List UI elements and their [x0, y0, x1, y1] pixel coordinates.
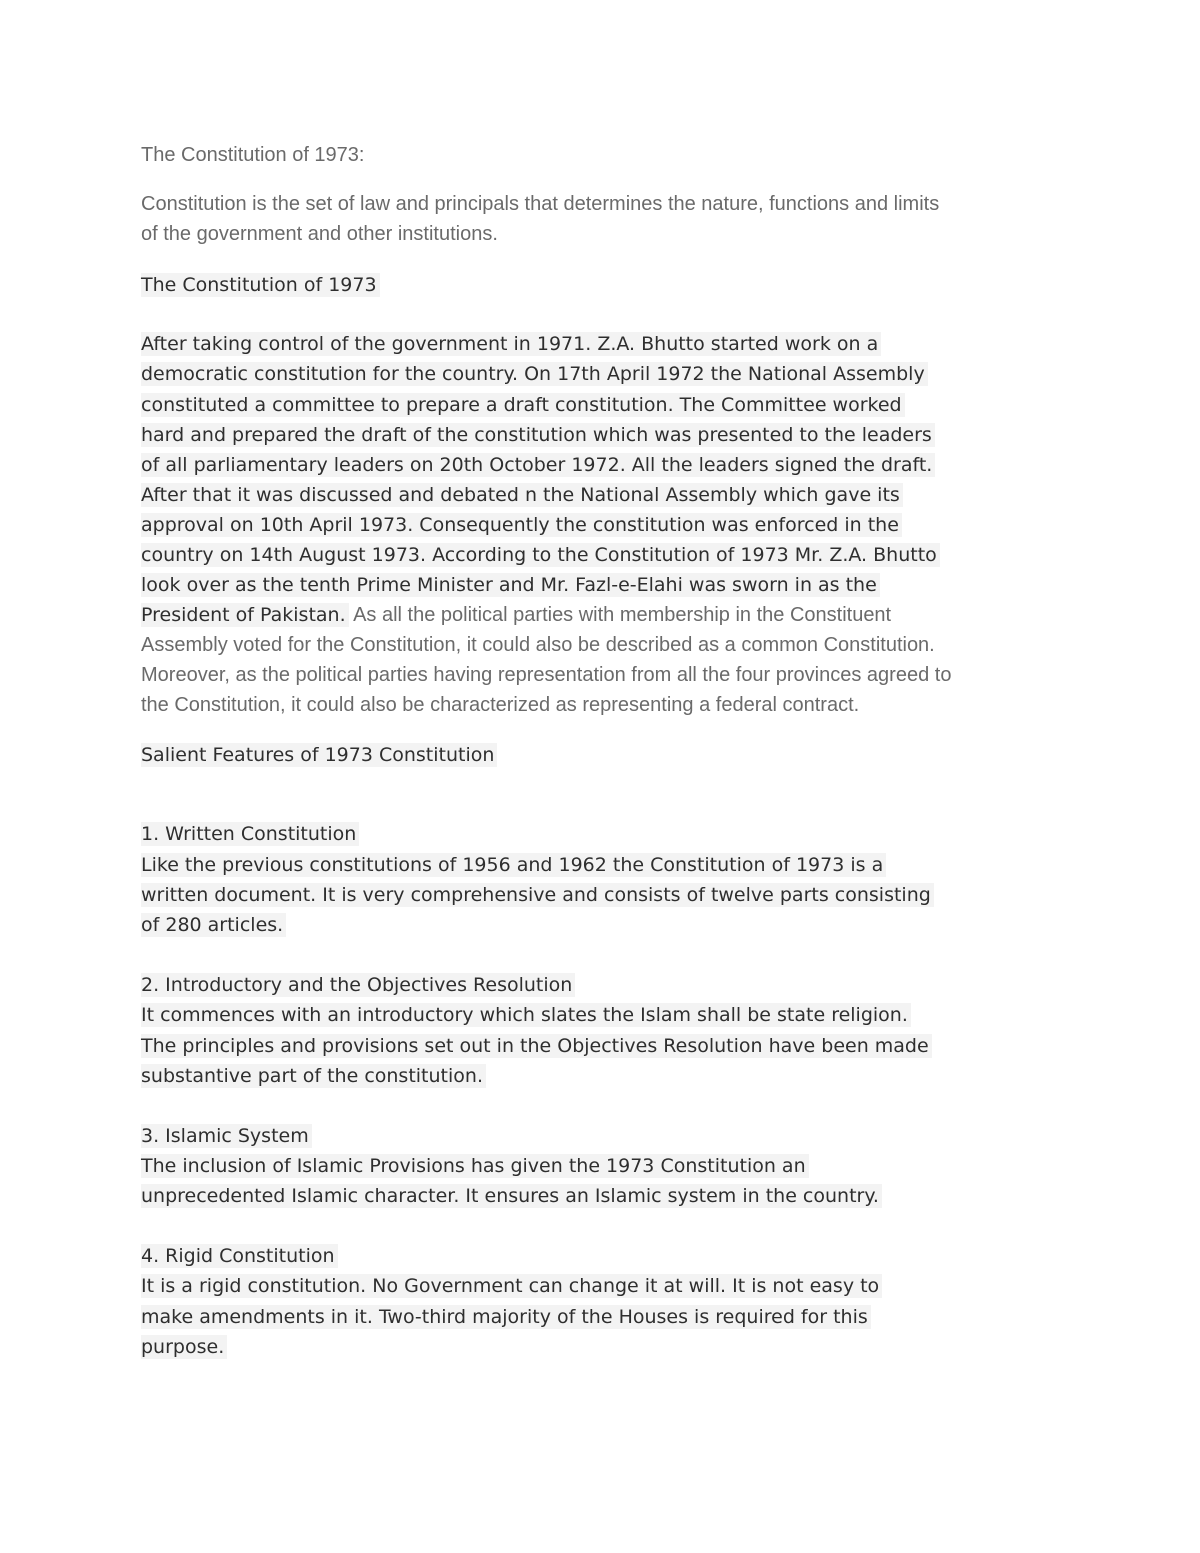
history-line-president: President of Pakistan. — [141, 603, 349, 627]
feature-title-written: 1. Written Constitution — [141, 819, 359, 849]
feature-line: purpose. — [141, 1332, 227, 1362]
history-continuation-line: the Constitution, it could also be characterized as representing a federal contract. — [141, 694, 860, 716]
definition-line-1: Constitution is the set of law and principals that determines the nature, functions and limits — [141, 193, 940, 215]
feature-line: The principles and provisions set out in the Objectives Resolution have been made — [141, 1031, 932, 1061]
history-mixed-line — [141, 600, 891, 630]
history-line: constituted a committee to prepare a draft constitution. The Committee worked — [141, 390, 905, 420]
history-line: approval on 10th April 1973. Consequently the constitution was enforced in the — [141, 510, 902, 540]
feature-title-rigid: 4. Rigid Constitution — [141, 1241, 338, 1271]
feature-title-islamic: 3. Islamic System — [141, 1121, 312, 1151]
history-line: country on 14th August 1973. According to the Constitution of 1973 Mr. Z.A. Bhutto — [141, 540, 940, 570]
history-line: look over as the tenth Prime Minister and Mr. Fazl-e-Elahi was sworn in as the — [141, 570, 880, 600]
feature-line: unprecedented Islamic character. It ensures an Islamic system in the country. — [141, 1181, 882, 1211]
feature-line: substantive part of the constitution. — [141, 1061, 486, 1091]
definition-line-2: of the government and other institutions. — [141, 223, 498, 245]
feature-line: written document. It is very comprehensive and consists of twelve parts consisting — [141, 880, 934, 910]
feature-line: Like the previous constitutions of 1956 and 1962 the Constitution of 1973 is a — [141, 850, 886, 880]
history-line: of all parliamentary leaders on 20th October 1972. All the leaders signed the draft. — [141, 450, 935, 480]
feature-line: It is a rigid constitution. No Government can change it at will. It is not easy to — [141, 1271, 882, 1301]
history-line: After taking control of the government in 1971. Z.A. Bhutto started work on a — [141, 329, 881, 359]
history-line: After that it was discussed and debated n the National Assembly which gave its — [141, 480, 903, 510]
feature-line: It commences with an introductory which slates the Islam shall be state religion. — [141, 1000, 911, 1030]
feature-line: of 280 articles. — [141, 910, 286, 940]
history-heading: The Constitution of 1973 — [141, 270, 380, 300]
history-line-parties: As all the political parties with membership in the Constituent — [348, 604, 892, 626]
document-title: The Constitution of 1973: — [141, 144, 365, 166]
history-continuation-line: Assembly voted for the Constitution, it could also be described as a common Constitution. — [141, 634, 935, 656]
history-line: democratic constitution for the country. On 17th April 1972 the National Assembly — [141, 359, 928, 389]
features-heading: Salient Features of 1973 Constitution — [141, 740, 497, 770]
feature-line: The inclusion of Islamic Provisions has given the 1973 Constitution an — [141, 1151, 809, 1181]
feature-line: make amendments in it. Two-third majority of the Houses is required for this — [141, 1302, 871, 1332]
history-continuation-line: Moreover, as the political parties having representation from all the four provinces agreed to — [141, 664, 952, 686]
history-line: hard and prepared the draft of the constitution which was presented to the leaders — [141, 420, 935, 450]
feature-title-introductory: 2. Introductory and the Objectives Resolution — [141, 970, 575, 1000]
